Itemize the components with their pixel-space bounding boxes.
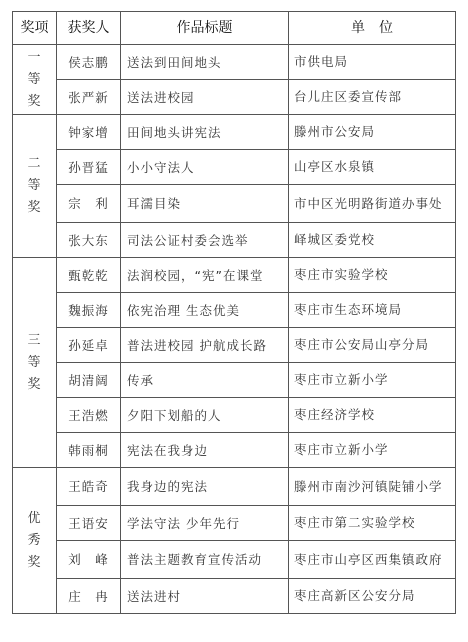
award-cell-first <box>13 45 57 115</box>
table-row <box>13 398 456 433</box>
title-cell: 法润校园，“宪”在课堂 <box>121 258 289 293</box>
award-label: 一等奖 <box>27 49 42 109</box>
table-row <box>13 258 456 293</box>
table-row <box>13 80 456 115</box>
title-cell: 送法进校园 <box>121 80 289 115</box>
award-cell-excellence <box>13 468 57 614</box>
awards-table <box>12 11 456 614</box>
awards-table-container <box>12 11 455 635</box>
unit-cell: 枣庄市第二实验学校 <box>289 506 456 541</box>
winner-cell: 王浩燃 <box>57 398 121 433</box>
unit-cell: 枣庄高新区公安分局 <box>289 579 456 614</box>
unit-cell: 枣庄市公安局山亭分局 <box>289 328 456 363</box>
table-row <box>13 185 456 223</box>
title-cell: 耳濡目染 <box>121 185 289 223</box>
title-cell: 普法主题教育宣传活动 <box>121 541 289 579</box>
award-cell-third <box>13 258 57 468</box>
award-label: 三等奖 <box>27 332 42 392</box>
title-cell: 送法到田间地头 <box>121 45 289 80</box>
title-cell: 传承 <box>121 363 289 398</box>
table-row <box>13 433 456 468</box>
table-header-row <box>13 12 456 45</box>
table-row <box>13 115 456 150</box>
unit-cell: 枣庄市立新小学 <box>289 433 456 468</box>
winner-cell: 钟家增 <box>57 115 121 150</box>
header-winner: 获奖人 <box>57 12 121 45</box>
winner-cell: 宗 利 <box>57 185 121 223</box>
table-row <box>13 468 456 506</box>
header-award: 奖项 <box>13 12 57 45</box>
award-label: 优秀奖 <box>27 510 42 570</box>
title-cell: 宪法在我身边 <box>121 433 289 468</box>
title-cell: 依宪治理 生态优美 <box>121 293 289 328</box>
title-cell: 夕阳下划船的人 <box>121 398 289 433</box>
winner-cell: 庄 冉 <box>57 579 121 614</box>
title-cell: 司法公证村委会选举 <box>121 223 289 258</box>
header-unit: 单 位 <box>289 12 456 45</box>
table-row <box>13 45 456 80</box>
unit-cell: 枣庄市山亭区西集镇政府 <box>289 541 456 579</box>
table-row <box>13 293 456 328</box>
winner-cell: 张严新 <box>57 80 121 115</box>
winner-cell: 甄乾乾 <box>57 258 121 293</box>
winner-cell: 孙延卓 <box>57 328 121 363</box>
title-cell: 小小守法人 <box>121 150 289 185</box>
unit-cell: 市供电局 <box>289 45 456 80</box>
table-row <box>13 223 456 258</box>
award-label: 二等奖 <box>27 156 42 215</box>
winner-cell: 胡清阔 <box>57 363 121 398</box>
winner-cell: 孙晋猛 <box>57 150 121 185</box>
winner-cell: 魏振海 <box>57 293 121 328</box>
table-row <box>13 579 456 614</box>
award-cell-second <box>13 115 57 258</box>
unit-cell: 枣庄市立新小学 <box>289 363 456 398</box>
unit-cell: 枣庄市生态环境局 <box>289 293 456 328</box>
unit-cell: 滕州市南沙河镇陡铺小学 <box>289 468 456 506</box>
unit-cell: 山亭区水泉镇 <box>289 150 456 185</box>
table-row <box>13 363 456 398</box>
unit-cell: 峄城区委党校 <box>289 223 456 258</box>
winner-cell: 张大东 <box>57 223 121 258</box>
unit-cell: 市中区光明路街道办事处 <box>289 185 456 223</box>
winner-cell: 王语安 <box>57 506 121 541</box>
unit-cell: 枣庄市实验学校 <box>289 258 456 293</box>
winner-cell: 刘 峰 <box>57 541 121 579</box>
header-title: 作品标题 <box>121 12 289 45</box>
table-row <box>13 506 456 541</box>
title-cell: 送法进村 <box>121 579 289 614</box>
winner-cell: 王皓奇 <box>57 468 121 506</box>
table-row <box>13 541 456 579</box>
unit-cell: 枣庄经济学校 <box>289 398 456 433</box>
table-row <box>13 328 456 363</box>
title-cell: 我身边的宪法 <box>121 468 289 506</box>
title-cell: 田间地头讲宪法 <box>121 115 289 150</box>
table-row <box>13 150 456 185</box>
winner-cell: 侯志鹏 <box>57 45 121 80</box>
winner-cell: 韩雨桐 <box>57 433 121 468</box>
title-cell: 普法进校园 护航成长路 <box>121 328 289 363</box>
unit-cell: 台儿庄区委宣传部 <box>289 80 456 115</box>
unit-cell: 滕州市公安局 <box>289 115 456 150</box>
title-cell: 学法守法 少年先行 <box>121 506 289 541</box>
